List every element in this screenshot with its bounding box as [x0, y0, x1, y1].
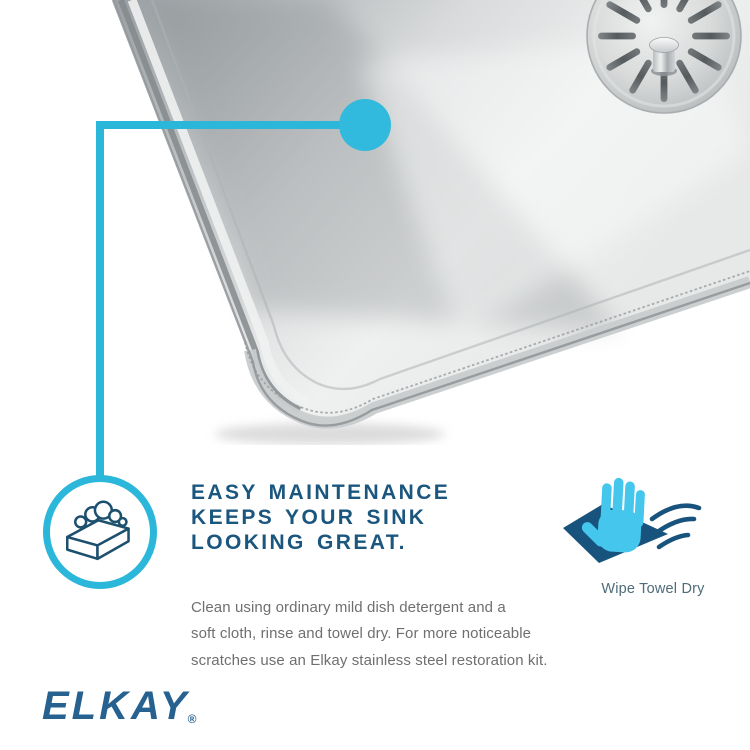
- towel-hand-icon: [556, 472, 716, 577]
- body-line-1: Clean using ordinary mild dish detergent and a: [191, 599, 506, 616]
- elkay-logo-text: ELKAY: [42, 684, 190, 728]
- drain-knob: [650, 38, 679, 77]
- callout-line-horizontal: [96, 121, 343, 129]
- callout-dot: [339, 99, 391, 151]
- body-line-2: soft cloth, rinse and towel dry. For more noticeable: [191, 625, 532, 643]
- elkay-logo: [42, 684, 198, 729]
- callout-line-vertical: [96, 121, 104, 476]
- heading-line-1: EASY MAINTENANCE: [191, 481, 451, 504]
- body-line-3: scratches use an Elkay stainless steel restoration kit.: [191, 651, 548, 669]
- maintenance-icon-circle: [43, 475, 157, 589]
- wipe-towel-dry-label: Wipe Towel Dry: [601, 581, 705, 597]
- heading-line-2: KEEPS YOUR SINK: [191, 506, 427, 529]
- sponge-soap-icon: [53, 485, 147, 579]
- feature-heading: [191, 480, 450, 555]
- feature-description: [191, 595, 548, 674]
- registered-mark: ®: [187, 712, 197, 726]
- wipe-towel-dry-figure: [556, 472, 716, 582]
- heading-line-3: LOOKING GREAT.: [191, 531, 407, 554]
- swoosh-motion-lines: [652, 506, 699, 547]
